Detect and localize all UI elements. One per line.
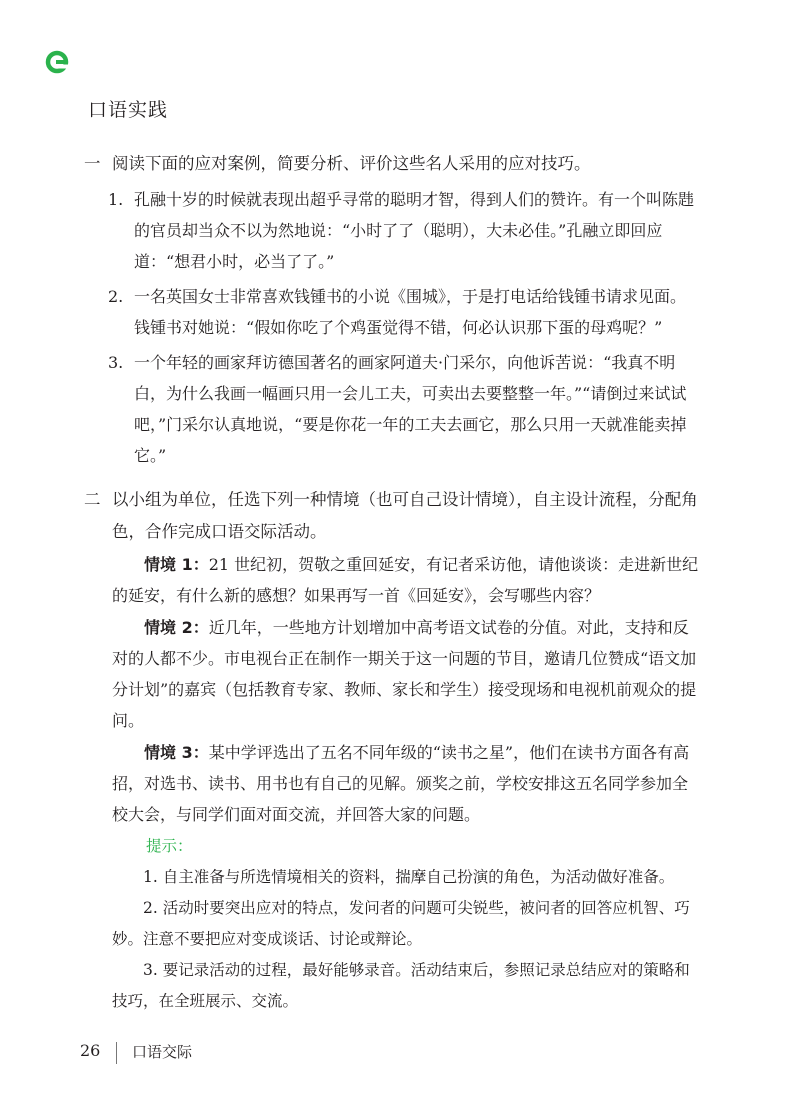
scene-label: 情境 1： [144,555,209,574]
scene-text: 近几年，一些地方计划增加中高考语文试卷的分值。对此，支持和反对的人都不少。市电视台正在制作一期关于这一问题的节目，邀请几位赞成“语文加分计划”的嘉宾（包括教育专家、教师、家长和学生）接受现场和电视机前观众的提问。 [112,618,697,730]
exercise-number: 一 [84,154,101,173]
page-number: 26 [80,1041,101,1060]
exercise-heading [84,148,700,180]
scene-paragraph [112,549,700,611]
exercise-two [84,484,700,1017]
exercise-number: 二 [84,490,101,509]
footer-section-label: 口语交际 [132,1043,193,1061]
page-title: 口语实践 [88,99,169,121]
scene-list [112,549,700,830]
case-item [108,184,700,277]
case-number: 1. [108,190,124,209]
exercise-instruction: 以小组为单位，任选下列一种情境（也可自己设计情境），自主设计流程，分配角色，合作完成口语交际活动。 [112,490,698,541]
green-e-icon [45,50,69,74]
scene-paragraph [112,737,700,830]
case-text: 孔融十岁的时候就表现出超乎寻常的聪明才智，得到人们的赞许。有一个叫陈韪的官员却当众不以为然地说：“小时了了（聪明），大未必佳。”孔融立即回应道：“想君小时，必当了了。” [134,190,695,271]
hint-title: 提示： [146,837,193,855]
exercise-one [84,148,700,471]
exercise-instruction: 阅读下面的应对案例，简要分析、评价这些名人采用的应对技巧。 [112,154,591,173]
scene-paragraph [112,612,700,736]
hint-item: 3. 要记录活动的过程，最好能够录音。活动结束后，参照记录总结应对的策略和技巧，在全班展示、交流。 [112,961,690,1010]
hint-item: 1. 自主准备与所选情境相关的资料，揣摩自己扮演的角色，为活动做好准备。 [143,868,675,886]
footer-divider [116,1042,117,1064]
scene-text: 21 世纪初，贺敬之重回延安，有记者采访他，请他谈谈：走进新世纪的延安，有什么新的感想？如果再写一首《回延安》，会写哪些内容？ [112,555,699,605]
scene-label: 情境 3： [144,743,209,762]
case-number: 2. [108,287,124,306]
case-number: 3. [108,353,124,372]
exercise-heading [84,484,700,548]
scene-label: 情境 2： [144,618,209,637]
case-text: 一个年轻的画家拜访德国著名的画家阿道夫·门采尔，向他诉苦说：“我真不明白，为什么我画一幅画只用一会儿工夫，可卖出去要整整一年。”“请倒过来试试吧，”门采尔认真地说，“要是你花一年的工夫去画它，那么只用一天就准能卖掉它。” [134,353,687,465]
case-item [108,281,700,343]
scene-text: 某中学评选出了五名不同年级的“读书之星”，他们在读书方面各有高招，对选书、读书、用书也有自己的见解。颁奖之前，学校安排这五名同学参加全校大会，与同学们面对面交流，并回答大家的问题。 [112,743,690,824]
hint-item: 2. 活动时要突出应对的特点，发问者的问题可尖锐些，被问者的回答应机智、巧妙。注意不要把应对变成谈话、讨论或辩论。 [112,899,690,948]
case-text: 一名英国女士非常喜欢钱锺书的小说《围城》，于是打电话给钱锺书请求见面。钱锺书对她说：“假如你吃了个鸡蛋觉得不错，何必认识那下蛋的母鸡呢？” [134,287,687,337]
hint-list [112,862,700,1017]
case-item [108,347,700,471]
